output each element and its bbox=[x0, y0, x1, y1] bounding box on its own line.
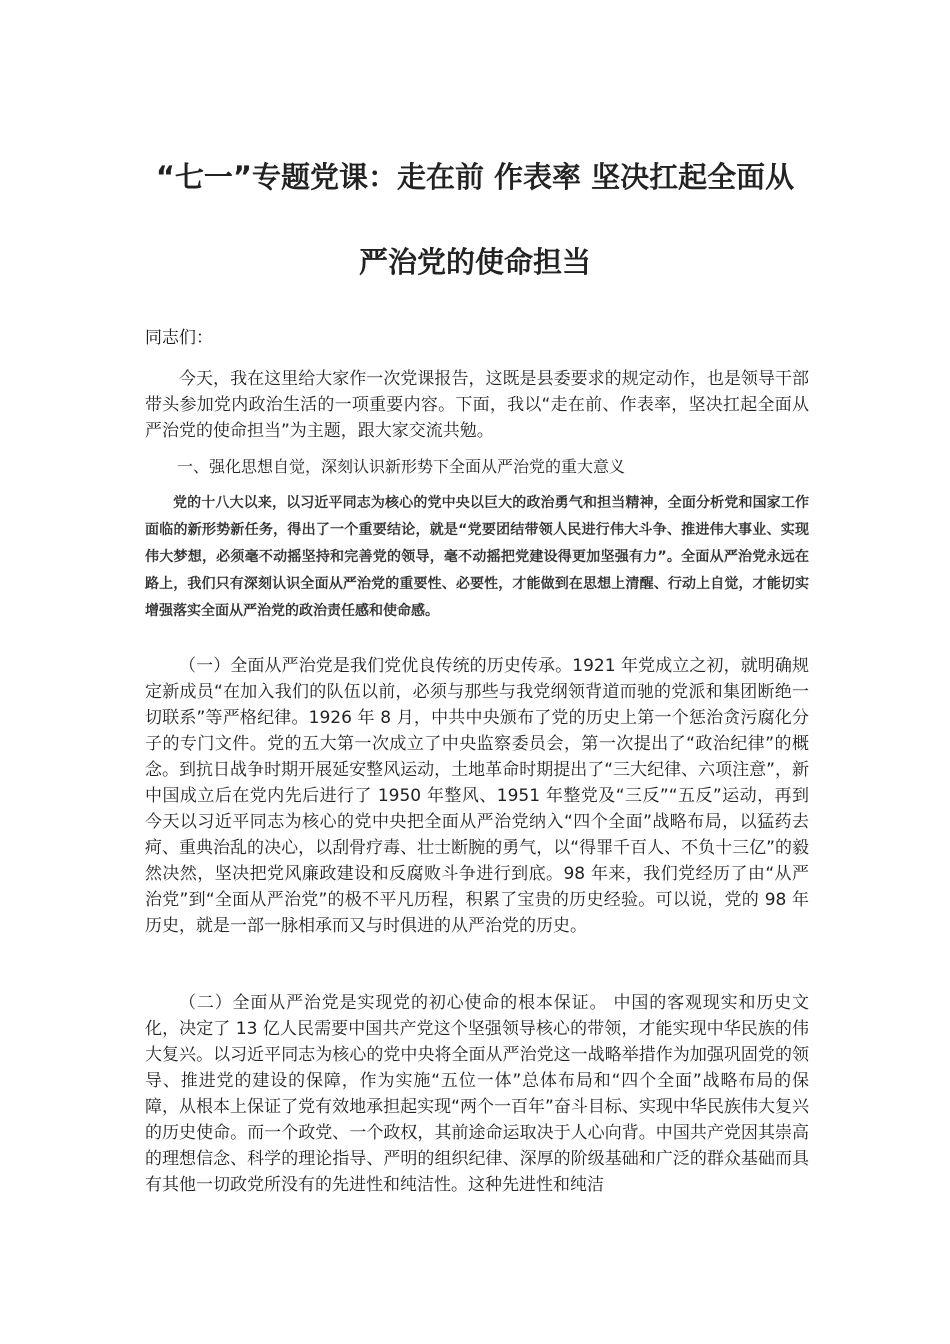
salutation: 同志们： bbox=[145, 328, 213, 348]
document-title-line-2: 严治党的使命担当 bbox=[358, 245, 591, 279]
intro-paragraph: 今天，我在这里给大家作一次党课报告，这既是县委要求的规定动作，也是领导干部带头参加党内政治生活的一项重要内容。下面，我以“走在前、作表率，坚决扛起全面从严治党的使命担当”为主题，跟大家交流共勉。 bbox=[145, 369, 809, 441]
point-one-paragraph: （一）全面从严治党是我们党优良传统的历史传承。1921 年党成立之初，就明确规定新成员“在加入我们的队伍以前，必须与那些与我党纲领背道而驰的党派和集团断绝一切联系”等严格纪律。1926 年 8 月，中共中央颁布了党的历史上第一个惩治贪污腐化分子的专门文件。党的五大第一次成立了中央监察委员会，第一次提出了“政治纪律”的概念。到抗日战争时期开展延安整风运动，土地革命时期提出了“三大纪律、六项注意”，新中国成立后在党内先后进行了 1950 年整风、1951 年整党及“三反”“五反”运动，再到今天以习近平同志为核心的党中央把全面从严治党纳入“四个全面”战略布局，以猛药去疴、重典治乱的决心，以刮骨疗毒、壮士断腕的勇气，以“得罪千百人、不负十三亿”的毅然决然，坚决把党风廉政建设和反腐败斗争进行到底。98 年来，我们党经历了由“从严治党”到“全面从严治党”的极不平凡历程，积累了宝贵的历史经验。可以说，党的 98 年历史，就是一部一脉相承而又与时俱进的从严治党的历史。 bbox=[145, 656, 809, 936]
point-two-paragraph: （二）全面从严治党是实现党的初心使命的根本保证。 中国的客观现实和历史文化，决定了 13 亿人民需要中国共产党这个坚强领导核心的带领，才能实现中华民族的伟大复兴。以习近平同志为核心的党中央将全面从严治党这一战略举措作为加强巩固党的领导、推进党的建设的保障，作为实施“五位一体”总体布局和“四个全面”战略布局的保障，从根本上保证了党有效地承担起实现“两个一百年”奋斗目标、实现中华民族伟大复兴的历史使命。而一个政党、一个政权，其前途命运取决于人心向背。中国共产党因其崇高的理想信念、科学的理论指导、严明的组织纪律、深厚的阶级基础和广泛的群众基础而具有其他一切政党所没有的先进性和纯洁性。这种先进性和纯洁 bbox=[145, 993, 809, 1195]
section-heading: 一、强化思想自觉，深刻认识新形势下全面从严治党的重大意义 bbox=[177, 457, 626, 476]
section-intro-paragraph: 党的十八大以来，以习近平同志为核心的党中央以巨大的政治勇气和担当精神，全面分析党和国家工作面临的新形势新任务，得出了一个重要结论，就是“党要团结带领人民进行伟大斗争、推进伟大事业、实现伟大梦想，必须毫不动摇坚持和完善党的领导，毫不动摇把党建设得更加坚强有力”。全面从严治党永远在路上，我们只有深刻认识全面从严治党的重要性、必要性，才能做到在思想上清醒、行动上自觉，才能切实增强落实全面从严治党的政治责任感和使命感。 bbox=[145, 495, 809, 619]
document-title-line-1: “七一”专题党课：走在前 作表率 坚决扛起全面从 bbox=[155, 160, 795, 194]
